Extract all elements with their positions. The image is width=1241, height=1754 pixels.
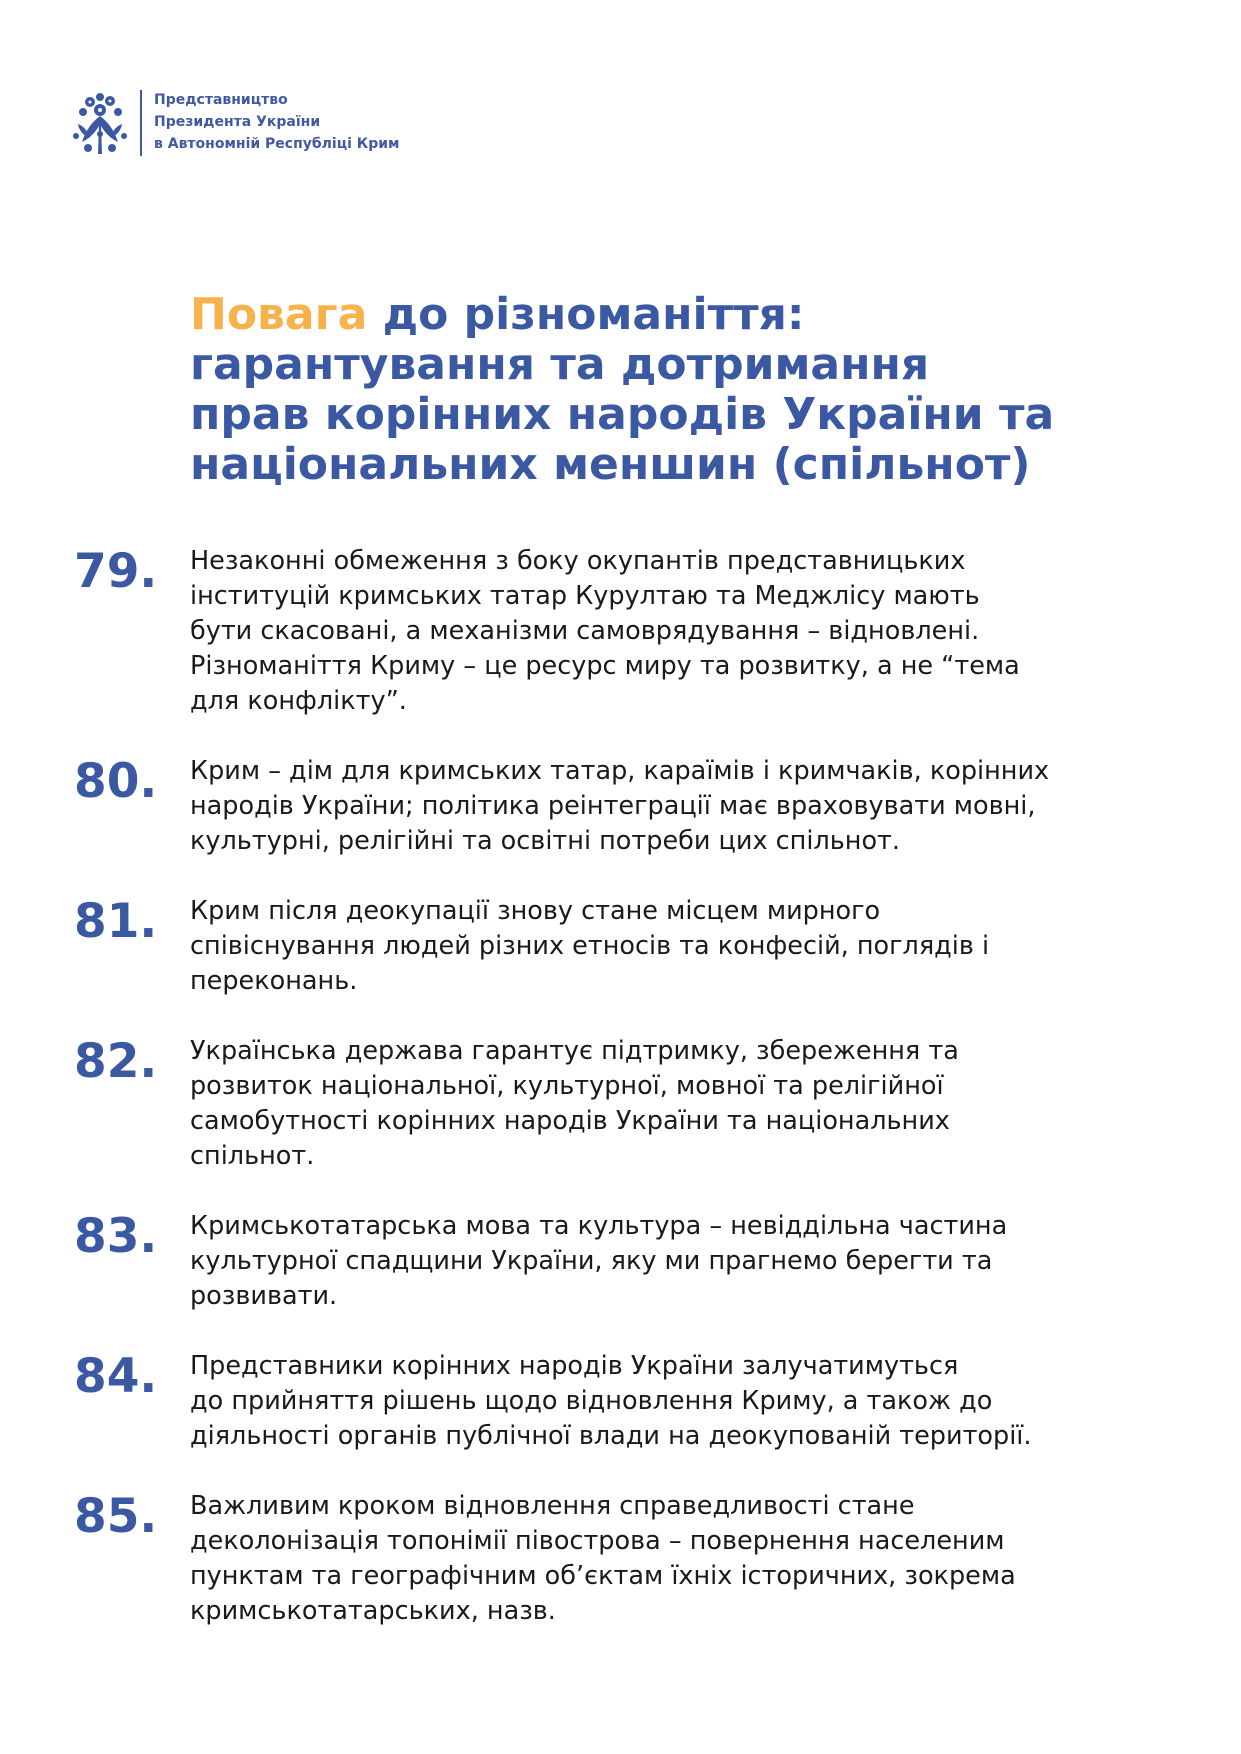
floral-emblem-icon [70,88,132,158]
title-line: національних меншин (спільнот) [190,439,1031,490]
organization-name-line: Представництво [154,92,288,108]
item-text [190,754,1174,859]
item-text-line: народів України; політика реінтеграції має враховувати мовні, [190,791,1036,821]
item-number: 81. [74,894,158,949]
item-text-line: пунктам та географічним об’єктам їхніх історичних, зокрема [190,1561,1016,1591]
item-text [190,1349,1174,1454]
item-text [190,1034,1174,1174]
list-item [74,1034,1174,1174]
item-text-line: Кримськотатарська мова та культура – невіддільна частина [190,1211,1008,1241]
item-text-line: культурної спадщини України, яку ми прагнемо берегти та [190,1246,993,1276]
title-line-rest: до різноманіття: [367,289,805,340]
item-text-line: Важливим кроком відновлення справедливості стане [190,1491,915,1521]
list-item [74,1209,1174,1314]
item-text [190,544,1174,719]
item-number: 83. [74,1209,158,1264]
item-text-line: спільнот. [190,1141,315,1171]
item-text-line: діяльності органів публічної влади на деокупованій території. [190,1421,1032,1451]
list-item [74,1489,1174,1629]
item-text [190,1489,1174,1629]
title-line [190,290,1190,340]
logo-divider [140,90,142,156]
item-number: 80. [74,754,158,809]
list-item [74,1349,1174,1454]
item-text-line: культурні, релігійні та освітні потреби цих спільнот. [190,826,901,856]
list-item [74,894,1174,999]
title-accent-word: Повага [190,289,368,340]
item-text-line: Українська держава гарантує підтримку, збереження та [190,1036,959,1066]
item-number: 85. [74,1489,158,1544]
numbered-items-list [74,544,1174,1629]
item-text-line: Крим після деокупації знову стане місцем мирного [190,896,881,926]
title-line: прав корінних народів України та [190,389,1055,440]
list-item [74,544,1174,719]
item-text-line: Різноманіття Криму – це ресурс миру та розвитку, а не “тема [190,651,1020,681]
item-text-line: для конфлікту”. [190,686,407,716]
title-line: гарантування та дотримання [190,339,930,390]
organization-name-line: в Автономній Республіці Крим [154,136,400,152]
organization-name [154,89,400,155]
item-text [190,894,1174,999]
list-item [74,754,1174,859]
item-text-line: співіснування людей різних етносів та конфесій, поглядів і [190,931,990,961]
item-text-line: розвиток національної, культурної, мовної та релігійної [190,1071,944,1101]
item-text-line: кримськотатарських, назв. [190,1596,556,1626]
page-header [70,88,400,158]
page-title [190,290,1190,490]
item-number: 79. [74,544,158,599]
item-text-line: бути скасовані, а механізми самоврядування – відновлені. [190,616,980,646]
item-text-line: розвивати. [190,1281,338,1311]
item-number: 84. [74,1349,158,1404]
item-text-line: самобутності корінних народів України та національних [190,1106,950,1136]
item-text-line: переконань. [190,966,358,996]
item-number: 82. [74,1034,158,1089]
item-text-line: Незаконні обмеження з боку окупантів представницьких [190,546,966,576]
item-text [190,1209,1174,1314]
item-text-line: до прийняття рішень щодо відновлення Криму, а також до [190,1386,993,1416]
item-text-line: Крим – дім для кримських татар, караїмів і кримчаків, корінних [190,756,1050,786]
item-text-line: інституцій кримських татар Курултаю та Меджлісу мають [190,581,980,611]
item-text-line: Представники корінних народів України залучатимуться [190,1351,959,1381]
organization-name-line: Президента України [154,114,321,130]
item-text-line: деколонізація топонімії півострова – повернення населеним [190,1526,1005,1556]
